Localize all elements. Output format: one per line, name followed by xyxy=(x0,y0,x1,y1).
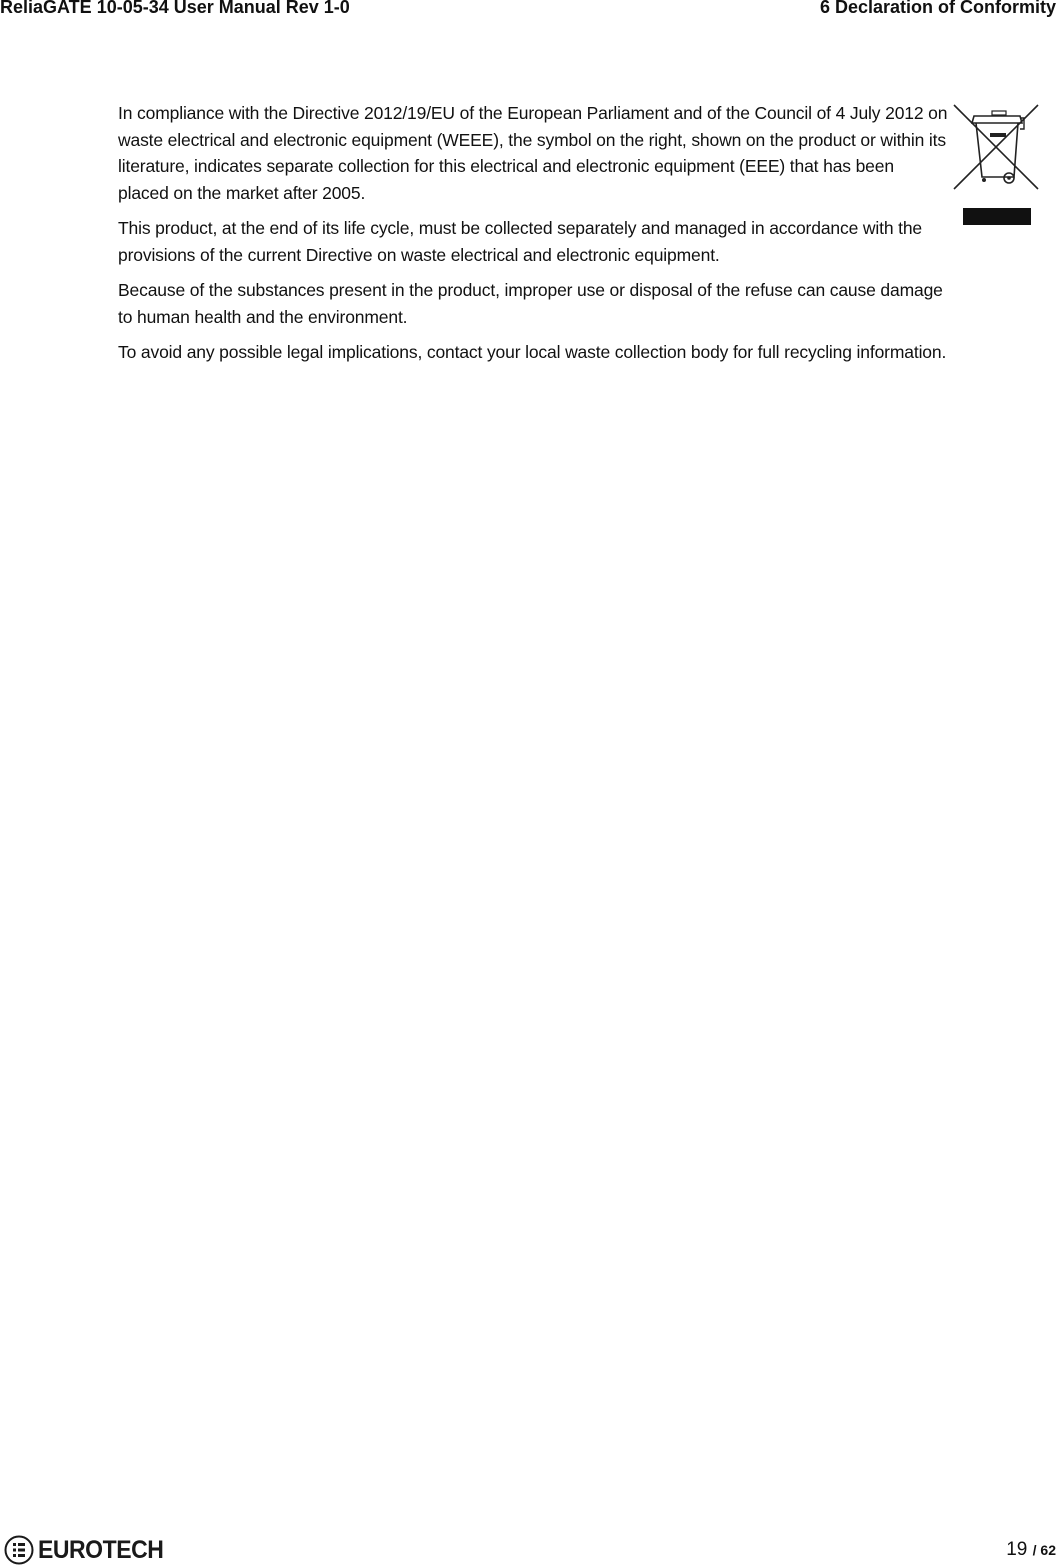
main-content xyxy=(118,100,948,375)
document-title: ReliaGATE 10-05-34 User Manual Rev 1-0 xyxy=(0,0,350,17)
eurotech-logo-icon xyxy=(4,1535,34,1565)
eurotech-logo xyxy=(4,1534,174,1566)
logo-wordmark: EUROTECH xyxy=(38,1535,164,1564)
paragraph-weee-compliance: In compliance with the Directive 2012/19/EU of the European Parliament and of the Council of 4 July 2012 on waste electrical and electronic equipment (WEEE), the symbol on the right, shown on the product or within its literature, indicates separate collection for this electrical and electronic equipment (EEE) that has been placed on the market after 2005. xyxy=(118,103,948,203)
page-header xyxy=(0,0,1058,24)
paragraph-legal-info: To avoid any possible legal implications, contact your local waste collection body for full recycling information. xyxy=(118,342,947,362)
paragraph-separate-collection: This product, at the end of its life cycle, must be collected separately and managed in accordance with the provisions of the current Directive on waste electrical and electronic equipment. xyxy=(118,218,922,265)
page-number xyxy=(1006,1539,1056,1561)
section-title: 6 Declaration of Conformity xyxy=(819,0,1056,17)
page-total: / 62 xyxy=(1032,1542,1056,1558)
crossed-out-wheelie-bin-icon xyxy=(952,103,1040,227)
page-current: 19 xyxy=(1006,1539,1028,1560)
paragraph-health-warning: Because of the substances present in the product, improper use or disposal of the refuse can cause damage to human health and the environment. xyxy=(118,280,943,327)
